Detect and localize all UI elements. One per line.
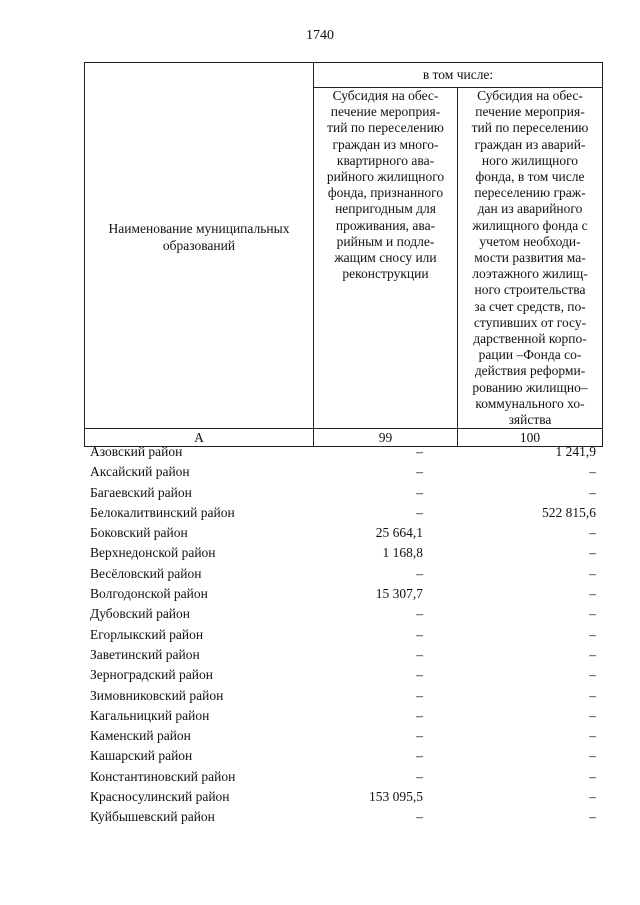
table-row (84, 442, 602, 462)
value-col-99: – (416, 646, 423, 662)
value-col-100: – (589, 768, 596, 784)
district-name: Каменский район (90, 728, 191, 744)
col2-line: зяйства (508, 412, 552, 428)
value-col-100: – (589, 606, 596, 622)
column-index-a: А (85, 429, 314, 447)
table-row (84, 584, 602, 604)
value-col-99: 25 664,1 (375, 525, 423, 541)
table-row (84, 625, 602, 645)
col2-line: рации –Фонда со- (478, 347, 582, 363)
data-table (84, 442, 602, 828)
district-name: Егорлыкский район (90, 626, 204, 642)
table-row (84, 767, 602, 787)
group-header-text: в том числе: (422, 66, 494, 82)
col2-line: за счет средств, по- (474, 298, 586, 314)
district-name: Константиновский район (90, 768, 236, 784)
value-col-99: – (416, 626, 423, 642)
col2-line: учетом необходи- (479, 233, 581, 249)
district-name: Зерноградский район (90, 667, 213, 683)
value-col-99: 153 095,5 (369, 789, 423, 805)
table-row (84, 686, 602, 706)
value-col-100: – (589, 728, 596, 744)
table-row (84, 604, 602, 624)
col1-line: Субсидия на обес- (332, 88, 439, 103)
value-col-99: – (416, 464, 423, 480)
table-row (84, 746, 602, 766)
district-name: Куйбышевский район (90, 809, 215, 825)
value-col-99: – (416, 728, 423, 744)
value-col-99: – (416, 444, 423, 459)
value-col-100: – (589, 565, 596, 581)
column-99-header-text (317, 88, 454, 282)
table-row (84, 483, 602, 503)
value-col-100: – (589, 464, 596, 480)
district-name: Весёловский район (90, 565, 202, 581)
col2-line: мости развития ма- (474, 250, 586, 266)
value-col-99: – (416, 504, 423, 520)
value-col-100: – (589, 626, 596, 642)
district-name: Зимовниковский район (90, 687, 224, 703)
col1-line: печение мероприя- (330, 104, 441, 120)
value-col-99: – (416, 748, 423, 764)
district-name: Аксайский район (90, 464, 190, 480)
district-name: Кагальницкий район (90, 707, 210, 723)
table-row (84, 807, 602, 827)
value-col-99: – (416, 606, 423, 622)
page-number: 1740 (306, 28, 334, 43)
district-name: Боковский район (90, 525, 188, 541)
col1-line: тий по переселению (327, 120, 444, 136)
col1-line: рийным и подле- (336, 233, 435, 249)
col1-line: граждан из много- (332, 136, 439, 152)
col2-line: переселению граж- (474, 185, 586, 201)
col2-line: дан из аварийного (477, 201, 583, 217)
value-col-100: – (589, 646, 596, 662)
value-col-100: – (589, 748, 596, 764)
value-col-99: – (416, 667, 423, 683)
value-col-100: 522 815,6 (542, 504, 596, 520)
value-col-99: – (416, 707, 423, 723)
district-name: Кашарский район (90, 748, 193, 764)
district-name: Дубовский район (90, 606, 191, 622)
col1-line: реконструкции (342, 266, 429, 282)
value-col-100: – (589, 707, 596, 723)
column-100-header-text (461, 88, 599, 428)
value-col-100: – (589, 586, 596, 602)
table-row (84, 462, 602, 482)
col2-line: коммунального хо- (475, 395, 585, 411)
value-col-99: – (416, 565, 423, 581)
col2-line: лоэтажного жилищ- (472, 266, 588, 282)
column-100-header (458, 88, 603, 429)
table-row (84, 503, 602, 523)
value-col-100: – (589, 525, 596, 541)
column-index-100: 100 (458, 429, 603, 447)
col1-line: фонда, признанного (327, 185, 444, 201)
value-col-99: – (416, 484, 423, 500)
district-name: Багаевский район (90, 484, 192, 500)
district-name: Азовский район (90, 444, 183, 459)
district-name: Красносулинский район (90, 789, 230, 805)
col2-line: Субсидия на обес- (477, 88, 583, 103)
col2-line: фонда, в том числе (475, 169, 585, 185)
value-col-100: – (589, 667, 596, 683)
column-index-99: 99 (314, 429, 458, 447)
group-header (314, 63, 603, 88)
table-row (84, 523, 602, 543)
value-col-99: – (416, 687, 423, 703)
value-col-100: – (589, 687, 596, 703)
value-col-99: 1 168,8 (382, 545, 423, 561)
district-name: Волгодонской район (90, 586, 208, 602)
value-col-99: – (416, 768, 423, 784)
col1-line: жащим сносу или (334, 250, 437, 266)
col1-line: квартирного ава- (336, 152, 435, 168)
district-name: Верхнедонской район (90, 545, 216, 561)
table-row (84, 645, 602, 665)
table-row (84, 726, 602, 746)
value-col-99: – (416, 809, 423, 825)
col1-line: рийного жилищного (326, 169, 445, 185)
col2-line: ного жилищного (481, 152, 579, 168)
col2-line: действия реформи- (474, 363, 586, 379)
name-column-header (85, 63, 314, 429)
col2-line: печение мероприя- (475, 104, 585, 120)
col1-line: непригодным для (335, 201, 436, 217)
value-col-100: – (589, 484, 596, 500)
col2-line: тий по переселению (471, 120, 589, 136)
table-row (84, 706, 602, 726)
col2-line: рованию жилищно– (472, 379, 588, 395)
table-row (84, 564, 602, 584)
col2-line: дарственной корпо- (473, 331, 587, 347)
district-name: Заветинский район (90, 646, 200, 662)
value-col-100: 1 241,9 (555, 444, 596, 459)
col2-line: ступивших от госу- (473, 314, 587, 330)
value-col-100: – (589, 809, 596, 825)
name-column-header-text: Наименование муниципальных образований (108, 221, 290, 253)
value-col-100: – (589, 545, 596, 561)
value-col-99: 15 307,7 (375, 586, 423, 602)
district-name: Белокалитвинский район (90, 504, 235, 520)
column-99-header (314, 88, 458, 429)
table-row (84, 787, 602, 807)
col1-line: проживания, ава- (335, 217, 436, 233)
table-header (84, 62, 603, 447)
col2-line: граждан из аварий- (474, 136, 586, 152)
value-col-100: – (589, 789, 596, 805)
col2-line: ного строительства (474, 282, 586, 298)
table-row (84, 665, 602, 685)
table-row (84, 543, 602, 563)
data-table-body (84, 442, 602, 828)
col2-line: жилищного фонда с (472, 217, 588, 233)
